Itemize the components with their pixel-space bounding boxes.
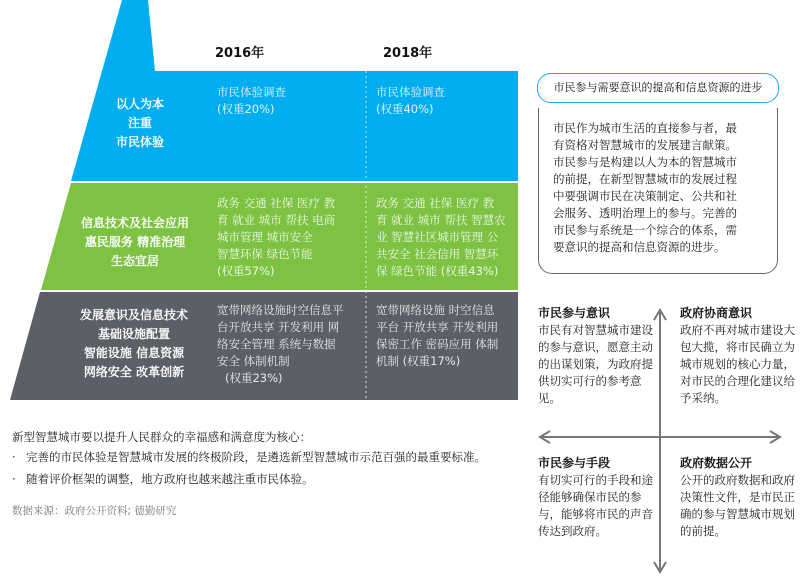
box-line: 会服务、透明治理上的参与。完善的 bbox=[553, 206, 737, 220]
year-2016: 2016年 bbox=[215, 46, 265, 61]
box-line: 市民参与系统是一个综合的体系，需 bbox=[553, 223, 737, 237]
quadrant-title: 市民参与手段 bbox=[538, 456, 611, 470]
quadrant-text: 政府不再对城市建设大包大揽，将市民确立为城市规划的核心力量，对市民的合理化建议给予采纳。 bbox=[680, 323, 795, 405]
quadrant-text: 有切实可行的手段和途径能够确保市民的参与，能够将市民的声音传达到政府。 bbox=[538, 473, 653, 538]
cell-line: 宽带网络设施时空信息平 bbox=[217, 303, 344, 317]
quadrant-top-left bbox=[538, 305, 656, 407]
tier-1-2018 bbox=[376, 84, 516, 118]
cell-line: 络安全管理 系统与数据 bbox=[217, 337, 336, 351]
cell-line: 智慧环保 绿色节能 bbox=[217, 247, 313, 261]
quadrant-title: 市民参与意识 bbox=[538, 306, 611, 320]
label-line: 信息技术及社会应用 bbox=[80, 216, 189, 230]
cell-line: 市民体验调查 bbox=[217, 85, 286, 99]
notes-heading: 新型智慧城市要以提升人民群众的幸福感和满意度为核心： bbox=[12, 430, 311, 444]
tier-2-2016 bbox=[217, 195, 357, 280]
cell-line: 育 就业 城市 帮扶 智慧农 bbox=[376, 213, 506, 227]
box-line: 有资格对智慧城市的发展建言献策。 bbox=[553, 138, 737, 152]
label-line: 生态宜居 bbox=[110, 254, 159, 268]
box-line: 市民参与是构建以人为本的智慧城市 bbox=[553, 155, 737, 169]
tier-3-label bbox=[60, 306, 208, 382]
cell-line: 平台 开放共享 开发利用 bbox=[376, 320, 499, 334]
label-line: 网络安全 改革创新 bbox=[83, 365, 185, 379]
label-line: 发展意识及信息技术 bbox=[79, 308, 188, 322]
label-line: 注重 bbox=[127, 116, 152, 130]
cell-line: 育 就业 城市 帮扶 电商 bbox=[217, 213, 336, 227]
cell-line: (权重23%) bbox=[225, 371, 283, 385]
cell-line: 市民体验调查 bbox=[376, 85, 445, 99]
participation-box bbox=[538, 108, 778, 274]
quadrant-title: 政府数据公开 bbox=[680, 456, 753, 470]
cell-line: 政务 交通 社保 医疗 教 bbox=[217, 196, 336, 210]
year-2018: 2018年 bbox=[383, 46, 433, 61]
bullet-item bbox=[12, 470, 517, 488]
notes bbox=[12, 428, 517, 520]
cell-line: 机制 (权重17%) bbox=[376, 354, 461, 368]
quadrant-text: 公开的政府数据和政府决策性文件，是市民正确的参与智慧城市规划的前提。 bbox=[680, 473, 795, 538]
tier-3-2016 bbox=[217, 302, 362, 387]
cell-line: 政务 交通 社保 医疗 教 bbox=[376, 196, 495, 210]
tier-2-label bbox=[65, 214, 205, 271]
cell-line: 宽带网络设施 时空信息 bbox=[376, 303, 495, 317]
label-line: 惠民服务 精准治理 bbox=[84, 235, 186, 249]
tier-3-2018 bbox=[376, 302, 516, 370]
bullet-text: 完善的市民体验是智慧城市发展的终极阶段，是遴选新型智慧城市示范百强的最重要标准。 bbox=[26, 450, 486, 464]
quadrant-top-right bbox=[680, 305, 798, 407]
quadrant-bottom-left bbox=[538, 455, 656, 540]
bullet-icon: · bbox=[12, 450, 16, 464]
box-line: 的前提，在新型智慧城市的发展过程 bbox=[553, 172, 737, 186]
cell-line: 安全 体制机制 bbox=[217, 354, 290, 368]
source-note: 数据来源：政府公开资料; 德勤研究 bbox=[12, 505, 177, 517]
cell-line: 城市管理 城市安全 bbox=[217, 230, 313, 244]
cell-line: 业 智慧社区城市管理 公 bbox=[376, 230, 499, 244]
cell-line: (权重40%) bbox=[376, 102, 434, 116]
bullet-item bbox=[12, 448, 517, 466]
bullet-icon: · bbox=[12, 472, 16, 486]
cell-line: (权重20%) bbox=[217, 102, 275, 116]
cell-line: 共安全 社会信用 智慧环 bbox=[376, 247, 499, 261]
box-line: 市民作为城市生活的直接参与者，最 bbox=[553, 121, 737, 135]
cell-line: (权重57%) bbox=[217, 264, 275, 278]
cell-line: 保 绿色节能 (权重43%) bbox=[376, 264, 499, 278]
label-line: 智能设施 信息资源 bbox=[83, 346, 185, 360]
box-title: 市民参与需要意识的提高和信息资源的进步 bbox=[537, 73, 779, 103]
box-line: 中要强调市民在决策制定、公共和社 bbox=[553, 189, 737, 203]
label-line: 市民体验 bbox=[115, 135, 164, 149]
quadrant-bottom-right bbox=[680, 455, 798, 540]
quadrant-text: 市民有对智慧城市建设的参与意识，愿意主动的出谋划策，为政府提供切实可行的参考意见。 bbox=[538, 323, 653, 405]
box-body bbox=[539, 108, 777, 256]
quadrant-title: 政府协商意识 bbox=[680, 306, 753, 320]
box-line: 要意识的提高和信息资源的进步。 bbox=[553, 240, 726, 254]
cell-line: 保密工作 密码应用 体制 bbox=[376, 337, 499, 351]
label-line: 以人为本 bbox=[115, 97, 164, 111]
bullet-text: 随着评价框架的调整，地方政府也越来越注重市民体验。 bbox=[26, 472, 314, 486]
cell-line: 台开放共享 开发利用 网 bbox=[217, 320, 340, 334]
label-line: 基础设施配置 bbox=[97, 327, 170, 341]
tier-1-2016 bbox=[217, 84, 357, 118]
tier-2-2018 bbox=[376, 195, 518, 280]
tier-1-label bbox=[100, 95, 180, 152]
